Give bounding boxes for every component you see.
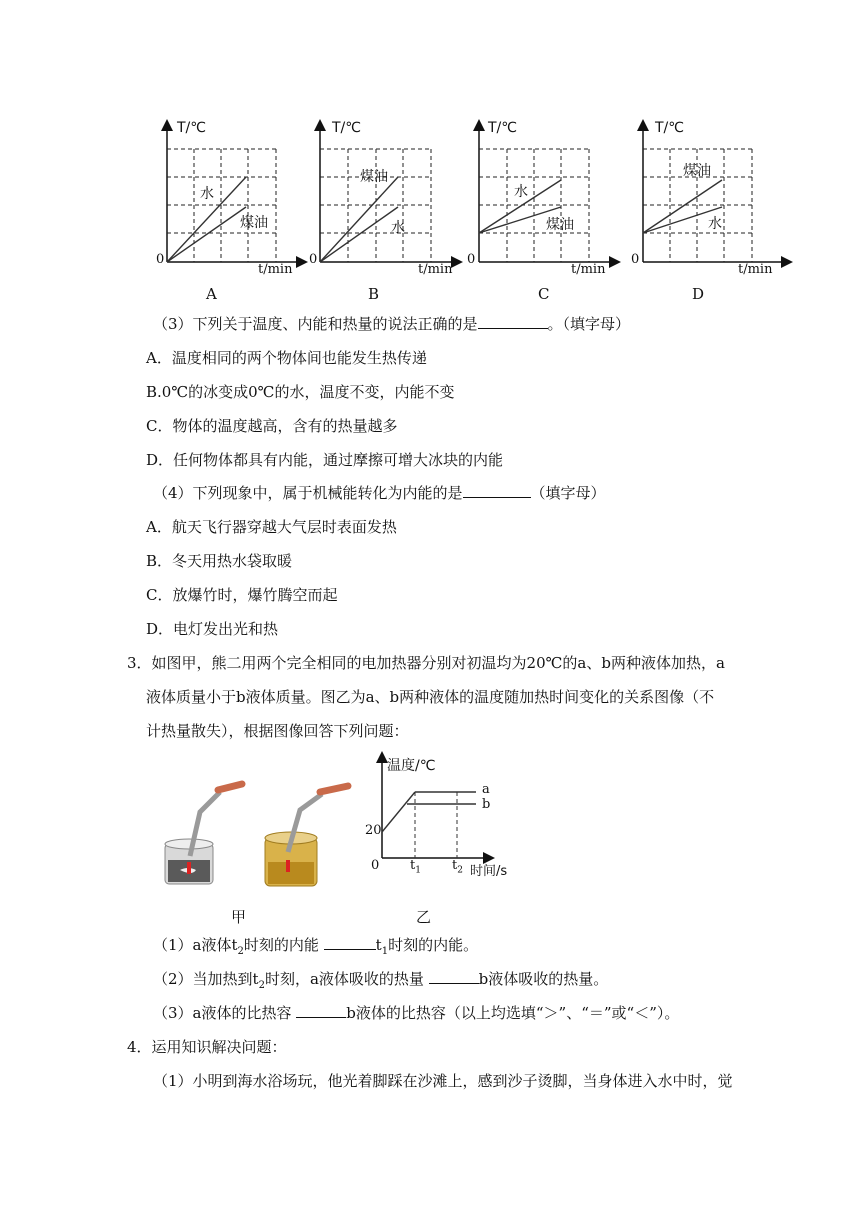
problem4-sub1: （1）小明到海水浴场玩，他光着脚踩在沙滩上，感到沙子烫脚，当身体进入水中时，觉 [153,1072,733,1090]
fig-label-a: a [482,782,490,797]
problem3-sub3: （3）a液体的比热容 b液体的比热容（以上均选填“＞”、“＝”或“＜”）。 [153,1004,680,1022]
origin-label: 0 [156,252,165,267]
q3-option-b: B.0℃的冰变成0℃的水，温度不变，内能不变 [146,383,455,401]
label-water: 水 [200,186,214,202]
fig-label-b: b [482,797,491,812]
label-kerosene: 煤油 [240,215,268,231]
fig-y-tick: 20 [365,823,382,838]
q4-option-d: D．电灯发出光和热 [146,620,279,638]
graph-a [167,122,305,262]
caption-yi: 乙 [416,908,432,926]
x-axis-label: t/min [418,262,453,277]
problem3-line-3: 计热量散失），根据图像回答下列问题： [146,722,409,740]
fig-y-label: 温度/℃ [387,758,436,774]
problem3-line-2: 液体质量小于b液体质量。图乙为a、b两种液体的温度随加热时间变化的关系图像（不 [146,688,715,706]
line-kerosene [167,207,246,262]
x-axis-label: t/min [738,262,773,277]
label-kerosene: 煤油 [546,217,574,233]
problem4-title: 4．运用知识解决问题： [127,1038,287,1056]
line-water [320,207,398,262]
answer-blank[interactable] [478,314,548,329]
origin-label: 0 [309,252,318,267]
origin-label: 0 [631,252,640,267]
label-water: 水 [708,216,722,232]
caption-d: D [692,285,705,303]
caption-jia: 甲 [231,908,247,926]
caption-c: C [538,285,550,303]
line-kerosene [320,177,398,262]
label-water: 水 [391,220,405,236]
y-axis-label: T/℃ [332,120,361,136]
graph-b [320,122,460,262]
problem3-sub1: （1）a液体$t_2$时刻的内能 $t_1$时刻的内能。 [153,936,479,957]
graph-c [479,122,618,262]
figure-jia [160,772,360,892]
q3-prompt: （3）下列关于温度、内能和热量的说法正确的是 。（填字母） [153,315,631,333]
label-kerosene: 煤油 [683,163,711,179]
q4-option-b: B．冬天用热水袋取暖 [146,552,293,570]
x-axis-label: t/min [258,262,293,277]
label-water: 水 [514,184,528,200]
problem3-sub2: （2）当加热到$t_2$时刻，a液体吸收的热量 b液体吸收的热量。 [153,970,609,991]
q3-option-d: D．任何物体都具有内能，通过摩擦可增大冰块的内能 [146,451,504,469]
q4-option-a: A．航天飞行器穿越大气层时表面发热 [146,518,397,536]
answer-blank[interactable] [429,969,479,984]
graph-d [643,122,790,262]
line-a [382,792,415,832]
fig-origin: 0 [371,858,380,873]
x-axis-label: t/min [571,262,606,277]
beaker-left [165,784,242,884]
origin-label: 0 [467,252,476,267]
y-axis-label: T/℃ [177,120,206,136]
fig-t1: $t_1$ [410,858,421,876]
q4-prompt: （4）下列现象中，属于机械能转化为内能的是 （填字母） [153,484,606,502]
caption-a: A [206,285,217,303]
answer-blank[interactable] [324,935,376,950]
caption-b: B [368,285,380,303]
fig-t2: $t_2$ [452,858,463,876]
y-axis-label: T/℃ [488,120,517,136]
label-kerosene: 煤油 [360,169,388,185]
answer-blank[interactable] [296,1003,346,1018]
problem3-line-1: 3．如图甲，熊二用两个完全相同的电加热器分别对初温均为20℃的a、b两种液体加热，a [127,654,725,672]
beaker-right [265,786,348,886]
fig-x-label: 时间/s [470,864,508,879]
q4-option-c: C．放爆竹时，爆竹腾空而起 [146,586,338,604]
q3-option-a: A．温度相同的两个物体间也能发生热传递 [146,349,427,367]
y-axis-label: T/℃ [655,120,684,136]
q3-option-c: C．物体的温度越高，含有的热量越多 [146,417,398,435]
answer-blank[interactable] [463,483,531,498]
